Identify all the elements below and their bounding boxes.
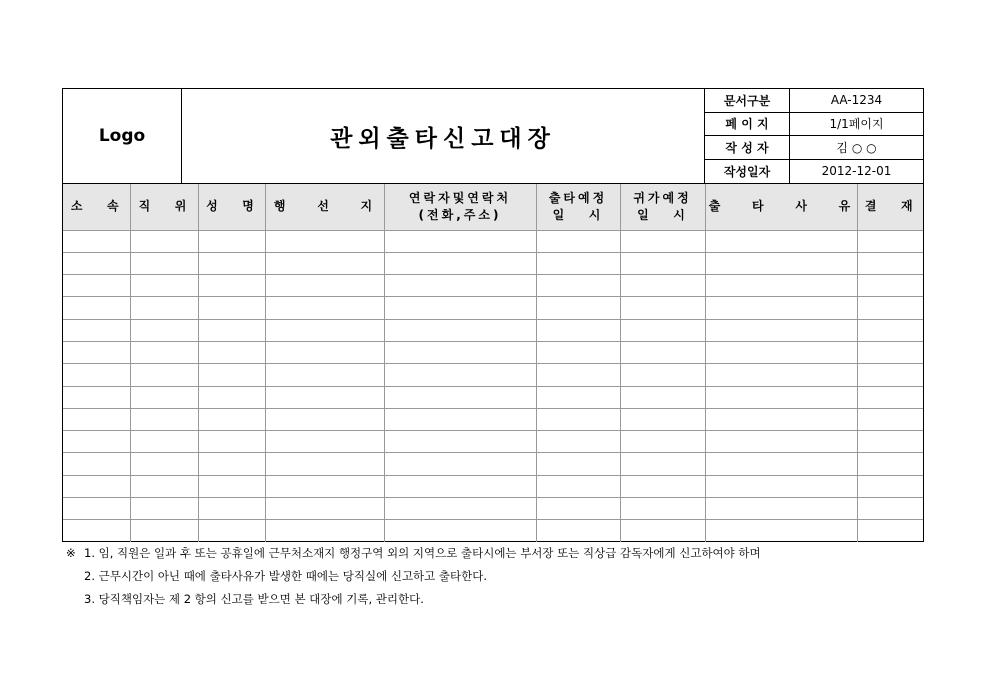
table-cell[interactable] xyxy=(705,520,857,542)
table-cell[interactable] xyxy=(198,364,265,386)
table-cell[interactable] xyxy=(384,453,536,475)
table-cell[interactable] xyxy=(384,408,536,430)
info-row-doc-type xyxy=(705,89,923,113)
table-cell[interactable] xyxy=(857,520,923,542)
table-cell[interactable] xyxy=(705,453,857,475)
table-cell[interactable] xyxy=(857,431,923,453)
table-cell[interactable] xyxy=(130,297,198,319)
column-header: 행 선 지 xyxy=(265,184,384,230)
info-value: 2012-12-01 xyxy=(821,164,892,179)
table-cell[interactable] xyxy=(130,453,198,475)
table-cell[interactable] xyxy=(620,475,705,497)
table-cell[interactable] xyxy=(130,408,198,430)
table-cell[interactable] xyxy=(705,297,857,319)
note-text: 2. 근무시간이 아닌 때에 출타사유가 발생한 때에는 당직실에 신고하고 출타한다. xyxy=(84,569,488,583)
table-row xyxy=(63,475,923,497)
table-cell[interactable] xyxy=(63,431,130,453)
table-cell[interactable] xyxy=(198,275,265,297)
table-cell[interactable] xyxy=(384,520,536,542)
document-info xyxy=(705,89,923,183)
table-cell[interactable] xyxy=(198,408,265,430)
note-mark: ※ xyxy=(66,546,76,560)
table-row xyxy=(63,408,923,430)
table-cell[interactable] xyxy=(620,431,705,453)
note-item xyxy=(66,568,487,584)
table-cell[interactable] xyxy=(620,319,705,341)
table-cell[interactable] xyxy=(705,319,857,341)
table-cell[interactable] xyxy=(63,453,130,475)
info-key: 작 성 자 xyxy=(705,136,790,159)
table-cell[interactable] xyxy=(620,408,705,430)
table-cell[interactable] xyxy=(198,431,265,453)
table-cell[interactable] xyxy=(857,297,923,319)
table-cell[interactable] xyxy=(384,230,536,252)
table-cell[interactable] xyxy=(130,275,198,297)
table-cell[interactable] xyxy=(705,252,857,274)
table-cell[interactable] xyxy=(63,475,130,497)
table-cell[interactable] xyxy=(265,386,384,408)
table-cell[interactable] xyxy=(198,252,265,274)
table-cell[interactable] xyxy=(63,520,130,542)
info-key: 문서구분 xyxy=(705,89,790,112)
table-row xyxy=(63,230,923,252)
table-cell[interactable] xyxy=(265,230,384,252)
table-cell[interactable] xyxy=(265,275,384,297)
table-cell[interactable] xyxy=(705,364,857,386)
table-cell[interactable] xyxy=(620,297,705,319)
table-cell[interactable] xyxy=(536,275,620,297)
table-cell[interactable] xyxy=(536,341,620,363)
table-cell[interactable] xyxy=(63,297,130,319)
table-cell[interactable] xyxy=(620,364,705,386)
table-cell[interactable] xyxy=(63,319,130,341)
column-header: 출 타 사 유 xyxy=(705,184,857,230)
table-cell[interactable] xyxy=(130,386,198,408)
table-cell[interactable] xyxy=(384,498,536,520)
info-key: 페 이 지 xyxy=(705,113,790,136)
table-cell[interactable] xyxy=(857,498,923,520)
table-cell[interactable] xyxy=(705,431,857,453)
table-cell[interactable] xyxy=(265,431,384,453)
table-row xyxy=(63,498,923,520)
ledger-form xyxy=(62,88,924,542)
table-cell[interactable] xyxy=(705,275,857,297)
column-header: 직 위 xyxy=(130,184,198,230)
column-header: 귀가예정 일 시 xyxy=(620,184,705,230)
note-item xyxy=(66,545,761,561)
table-cell[interactable] xyxy=(705,341,857,363)
table-cell[interactable] xyxy=(705,386,857,408)
table-cell[interactable] xyxy=(265,297,384,319)
table-cell[interactable] xyxy=(130,230,198,252)
info-row-author xyxy=(705,136,923,160)
table-cell[interactable] xyxy=(620,275,705,297)
table-cell[interactable] xyxy=(198,498,265,520)
table-row xyxy=(63,431,923,453)
table-cell[interactable] xyxy=(857,230,923,252)
table-cell[interactable] xyxy=(536,319,620,341)
table-cell[interactable] xyxy=(705,230,857,252)
table-cell[interactable] xyxy=(384,252,536,274)
table-cell[interactable] xyxy=(620,341,705,363)
table-row xyxy=(63,319,923,341)
column-header: 성 명 xyxy=(198,184,265,230)
table-cell[interactable] xyxy=(536,520,620,542)
table-cell[interactable] xyxy=(384,297,536,319)
table-cell[interactable] xyxy=(536,252,620,274)
table-cell[interactable] xyxy=(63,408,130,430)
form-title: 관외출타신고대장 xyxy=(182,89,705,183)
table-cell[interactable] xyxy=(265,341,384,363)
table-cell[interactable] xyxy=(198,520,265,542)
table-cell[interactable] xyxy=(63,386,130,408)
table-cell[interactable] xyxy=(384,431,536,453)
table-cell[interactable] xyxy=(198,475,265,497)
table-cell[interactable] xyxy=(536,364,620,386)
table-cell[interactable] xyxy=(265,364,384,386)
table-cell[interactable] xyxy=(384,364,536,386)
table-cell[interactable] xyxy=(63,341,130,363)
table-cell[interactable] xyxy=(384,475,536,497)
table-cell[interactable] xyxy=(198,319,265,341)
table-cell[interactable] xyxy=(536,230,620,252)
table-cell[interactable] xyxy=(857,475,923,497)
table-body xyxy=(63,230,923,542)
table-cell[interactable] xyxy=(536,408,620,430)
column-header: 출타예정 일 시 xyxy=(536,184,620,230)
table-cell[interactable] xyxy=(130,341,198,363)
note-text: 1. 임, 직원은 일과 후 또는 공휴일에 근무처소재지 행정구역 외의 지역으로 출타시에는 부서장 또는 직상급 감독자에게 신고하여야 하며 xyxy=(84,546,761,560)
column-header: 소 속 xyxy=(63,184,130,230)
table-cell[interactable] xyxy=(620,386,705,408)
table-cell[interactable] xyxy=(265,498,384,520)
table-cell[interactable] xyxy=(63,498,130,520)
table-cell[interactable] xyxy=(63,252,130,274)
table-cell[interactable] xyxy=(198,341,265,363)
table-cell[interactable] xyxy=(63,364,130,386)
table-cell[interactable] xyxy=(620,230,705,252)
table-row xyxy=(63,252,923,274)
column-header: 결 재 xyxy=(857,184,923,230)
table-cell[interactable] xyxy=(130,364,198,386)
table-row xyxy=(63,275,923,297)
table-cell[interactable] xyxy=(857,252,923,274)
table-cell[interactable] xyxy=(384,386,536,408)
table-cell[interactable] xyxy=(536,297,620,319)
note-item xyxy=(66,591,424,607)
table-cell[interactable] xyxy=(857,341,923,363)
table-cell[interactable] xyxy=(536,498,620,520)
table-cell[interactable] xyxy=(705,408,857,430)
table-cell[interactable] xyxy=(384,275,536,297)
table-cell[interactable] xyxy=(130,252,198,274)
note-text: 3. 당직책임자는 제 2 항의 신고를 받으면 본 대장에 기록, 관리한다. xyxy=(84,592,424,606)
table-cell[interactable] xyxy=(536,475,620,497)
info-row-date xyxy=(705,160,923,184)
table-cell[interactable] xyxy=(705,498,857,520)
table-cell[interactable] xyxy=(265,475,384,497)
table-cell[interactable] xyxy=(857,275,923,297)
table-header-row xyxy=(63,184,923,230)
table-cell[interactable] xyxy=(620,498,705,520)
table-row xyxy=(63,297,923,319)
ledger-table xyxy=(63,184,923,542)
table-cell[interactable] xyxy=(130,319,198,341)
table-cell[interactable] xyxy=(130,520,198,542)
info-value: 김 ○ ○ xyxy=(836,140,877,155)
table-cell[interactable] xyxy=(536,453,620,475)
table-cell[interactable] xyxy=(857,364,923,386)
table-cell[interactable] xyxy=(265,453,384,475)
table-cell[interactable] xyxy=(198,230,265,252)
column-header: 연락자및연락처 (전화,주소) xyxy=(384,184,536,230)
table-cell[interactable] xyxy=(265,252,384,274)
table-cell[interactable] xyxy=(536,431,620,453)
table-cell[interactable] xyxy=(265,319,384,341)
table-cell[interactable] xyxy=(265,520,384,542)
info-key: 작성일자 xyxy=(705,160,790,184)
table-cell[interactable] xyxy=(620,453,705,475)
table-cell[interactable] xyxy=(384,319,536,341)
table-cell[interactable] xyxy=(536,386,620,408)
info-row-page xyxy=(705,113,923,137)
table-cell[interactable] xyxy=(384,341,536,363)
table-cell[interactable] xyxy=(857,408,923,430)
table-cell[interactable] xyxy=(130,431,198,453)
table-cell[interactable] xyxy=(130,498,198,520)
table-cell[interactable] xyxy=(63,275,130,297)
table-cell[interactable] xyxy=(857,319,923,341)
table-cell[interactable] xyxy=(857,386,923,408)
table-cell[interactable] xyxy=(620,252,705,274)
table-cell[interactable] xyxy=(620,520,705,542)
table-cell[interactable] xyxy=(63,230,130,252)
form-header xyxy=(63,89,923,184)
table-cell[interactable] xyxy=(198,297,265,319)
logo: Logo xyxy=(63,89,182,183)
info-value: AA-1234 xyxy=(830,93,883,108)
table-row xyxy=(63,453,923,475)
table-row xyxy=(63,386,923,408)
table-row xyxy=(63,341,923,363)
table-cell[interactable] xyxy=(130,475,198,497)
table-row xyxy=(63,364,923,386)
table-row xyxy=(63,520,923,542)
table-cell[interactable] xyxy=(198,386,265,408)
table-cell[interactable] xyxy=(857,453,923,475)
info-value: 1/1페이지 xyxy=(829,117,884,132)
table-cell[interactable] xyxy=(705,475,857,497)
table-cell[interactable] xyxy=(265,408,384,430)
table-cell[interactable] xyxy=(198,453,265,475)
